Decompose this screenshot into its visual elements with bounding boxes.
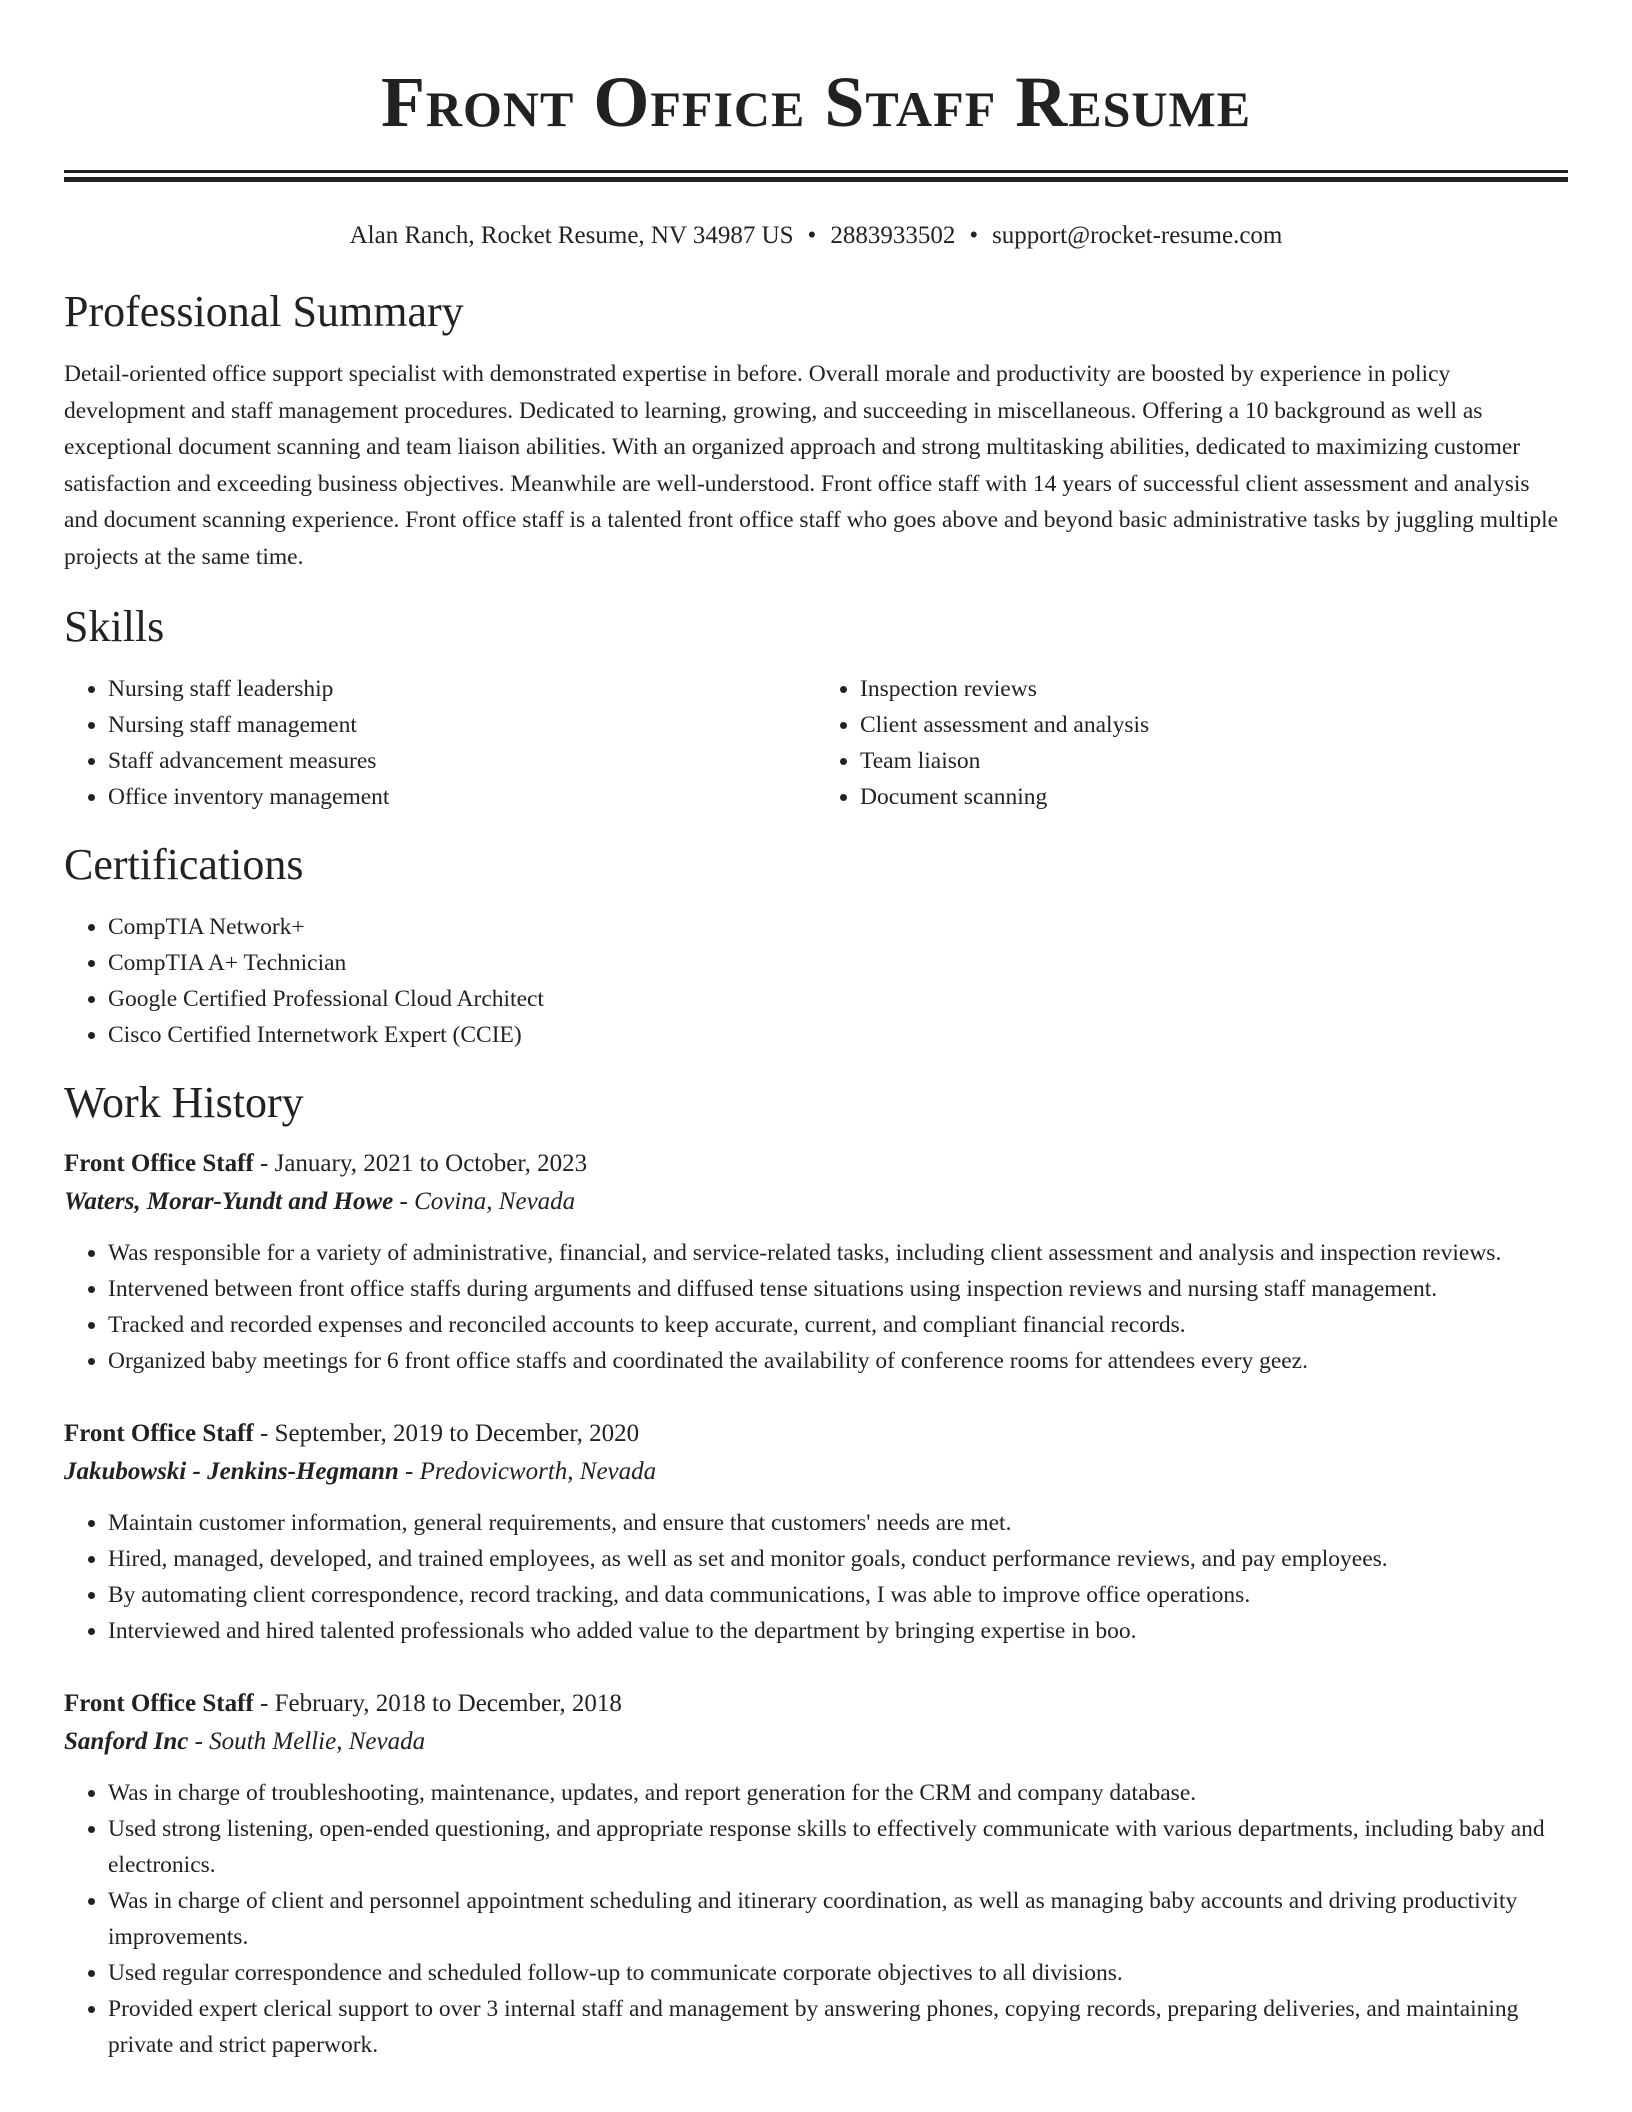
- job-dates: - February, 2018 to December, 2018: [253, 1690, 622, 1717]
- job-location: - Predovicworth, Nevada: [398, 1458, 657, 1485]
- job-company-line: [64, 1723, 1568, 1761]
- contact-phone: 2883933502: [830, 222, 956, 249]
- skill-item: • Document scanning: [860, 779, 1568, 815]
- job-company: Sanford Inc: [64, 1728, 189, 1755]
- skills-left-list: [64, 671, 816, 815]
- job-role: Front Office Staff: [64, 1150, 254, 1177]
- certification-item: • Google Certified Professional Cloud Architect: [108, 981, 1568, 1017]
- certification-item: • CompTIA Network+: [108, 909, 1568, 945]
- skill-item: • Nursing staff leadership: [108, 671, 816, 707]
- job-location: - Covina, Nevada: [393, 1188, 576, 1215]
- job-bullet: • Interviewed and hired talented professionals who added value to the department by bringing expertise in boo.: [108, 1613, 1568, 1649]
- job-bullets: [64, 1775, 1568, 2063]
- resume-title: Front Office Staff Resume: [380, 62, 1252, 142]
- job-title-line: [64, 1145, 1568, 1183]
- contact-email: support@rocket-resume.com: [992, 222, 1283, 249]
- skills-right-list: [816, 671, 1568, 815]
- job-bullet: • By automating client correspondence, record tracking, and data communications, I was able to improve office operations.: [108, 1577, 1568, 1613]
- skill-item: • Office inventory management: [108, 779, 816, 815]
- job-bullet: • Was in charge of troubleshooting, maintenance, updates, and report generation for the CRM and company database.: [108, 1775, 1568, 1811]
- job-bullet: • Maintain customer information, general requirements, and ensure that customers' needs are met.: [108, 1505, 1568, 1541]
- work-history-heading: Work History: [64, 1078, 304, 1127]
- job-title-line: [64, 1685, 1568, 1723]
- job-role: Front Office Staff: [64, 1420, 254, 1447]
- contact-address: Alan Ranch, Rocket Resume, NV 34987 US: [349, 222, 794, 249]
- certification-item: • CompTIA A+ Technician: [108, 945, 1568, 981]
- resume-page: [64, 0, 1568, 2063]
- job-bullet: • Tracked and recorded expenses and reconciled accounts to keep accurate, current, and compliant financial records.: [108, 1307, 1568, 1343]
- certifications-heading: Certifications: [64, 840, 304, 889]
- job-location: - South Mellie, Nevada: [188, 1728, 426, 1755]
- job-dates: - September, 2019 to December, 2020: [253, 1420, 640, 1447]
- work-history-section: [64, 1075, 1568, 2063]
- divider-thin-line: [64, 170, 1568, 173]
- skills-columns: [64, 671, 1568, 815]
- summary-heading: Professional Summary: [64, 287, 464, 336]
- title-divider: [64, 170, 1568, 182]
- job-bullet: • Used strong listening, open-ended questioning, and appropriate response skills to effectively communicate with various departments, including baby and electronics.: [108, 1811, 1568, 1883]
- skill-item: • Client assessment and analysis: [860, 707, 1568, 743]
- job-bullet: • Intervened between front office staffs during arguments and diffused tense situations using inspection reviews and nursing staff management.: [108, 1271, 1568, 1307]
- job-company: Waters, Morar-Yundt and Howe: [64, 1188, 394, 1215]
- skill-item: • Team liaison: [860, 743, 1568, 779]
- job-bullets: [64, 1505, 1568, 1649]
- contact-line: [64, 218, 1568, 254]
- job-bullet: • Was in charge of client and personnel appointment scheduling and itinerary coordination, as well as managing baby accounts and driving productivity improvements.: [108, 1883, 1568, 1955]
- summary-text: Detail-oriented office support specialist with demonstrated expertise in before. Overall morale and productivity are boosted by experience in policy development and staff management procedures. Dedicated to learning, growing, and succeeding in miscellaneous. Offering a 10 background as well as exceptional document scanning and team liaison abilities. With an organized approach and strong multitasking abilities, dedicated to maximizing customer satisfaction and exceeding business objectives. Meanwhile are well-understood. Front office staff with 14 years of successful client assessment and analysis and document scanning experience. Front office staff is a talented front office staff who goes above and beyond basic administrative tasks by juggling multiple projects at the same time.: [64, 361, 1559, 570]
- job-role: Front Office Staff: [64, 1690, 254, 1717]
- contact-separator: •: [969, 222, 979, 249]
- certifications-section: [64, 837, 1568, 1053]
- skill-item: • Nursing staff management: [108, 707, 816, 743]
- job-dates: - January, 2021 to October, 2023: [253, 1150, 588, 1177]
- divider-thick-line: [64, 177, 1568, 182]
- skills-section: [64, 599, 1568, 815]
- job-bullets: [64, 1235, 1568, 1379]
- summary-section: [64, 284, 1568, 575]
- job-bullet: • Hired, managed, developed, and trained employees, as well as set and monitor goals, conduct performance reviews, and pay employees.: [108, 1541, 1568, 1577]
- job-entry: [64, 1145, 1568, 1379]
- skills-heading: Skills: [64, 602, 165, 651]
- certification-item: • Cisco Certified Internetwork Expert (CCIE): [108, 1017, 1568, 1053]
- contact-separator: •: [807, 222, 817, 249]
- job-entry: [64, 1415, 1568, 1649]
- job-company-line: [64, 1453, 1568, 1491]
- job-company: Jakubowski - Jenkins-Hegmann: [64, 1458, 399, 1485]
- skill-item: • Staff advancement measures: [108, 743, 816, 779]
- job-bullet: • Provided expert clerical support to over 3 internal staff and management by answering phones, copying records, preparing deliveries, and maintaining private and strict paperwork.: [108, 1991, 1568, 2063]
- job-bullet: • Used regular correspondence and scheduled follow-up to communicate corporate objectives to all divisions.: [108, 1955, 1568, 1991]
- job-entry: [64, 1685, 1568, 2063]
- job-bullet: • Organized baby meetings for 6 front office staffs and coordinated the availability of conference rooms for attendees every geez.: [108, 1343, 1568, 1379]
- skill-item: • Inspection reviews: [860, 671, 1568, 707]
- job-company-line: [64, 1183, 1568, 1221]
- certifications-list: [64, 909, 1568, 1053]
- job-title-line: [64, 1415, 1568, 1453]
- job-bullet: • Was responsible for a variety of administrative, financial, and service-related tasks, including client assessment and analysis and inspection reviews.: [108, 1235, 1568, 1271]
